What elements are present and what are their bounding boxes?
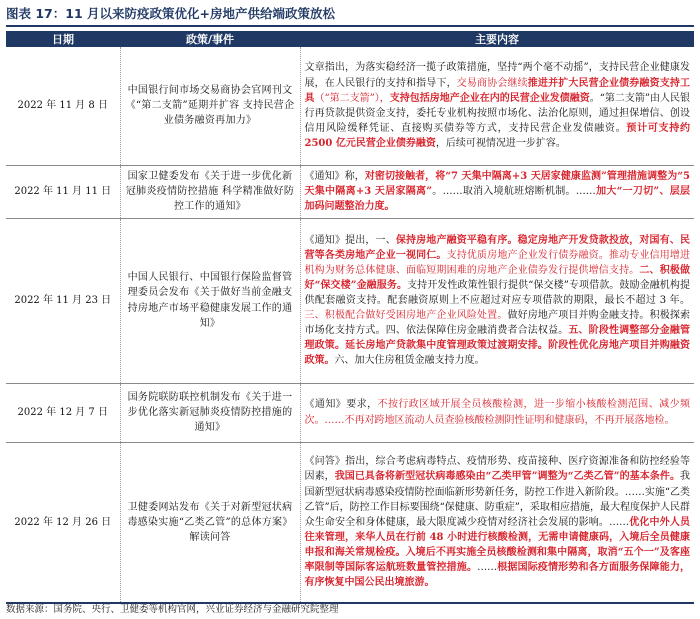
content-text: 六、加大住房租赁金融支持力度。 [334,355,485,367]
highlighted-text: 我国已具备将新型冠状病毒感染由“乙类甲管”调整为“乙类乙管”的基本条件。 [334,471,681,483]
highlighted-text: 支持优质房地产企业发行债券融资。推动专业信用增进机构为财务总体健康、面临短期困难的房地产企业债券发行提供增信支持。 [304,249,691,276]
highlighted-text: 五、阶段性调整部分金融管理政策。延长房地产贷款集中度管理政策过渡期安排。阶段性优化房地产项目并购融资政策。 [304,325,691,367]
column-header-policy: 政策/事件 [120,31,300,47]
highlighted-text: （“第二支箭”）， [314,92,390,104]
content-text: 支持开发性政策性银行提供“保交楼”专项借款。鼓励金融机构提供配套融资支持。配套融资原则上不应超过对应专项借款的期限，最长不超过 3 年。 [304,279,690,306]
table-header-row [6,31,694,47]
highlighted-text: 三、积极配合做好受困房地产企业风险处置。 [304,310,508,322]
highlighted-text: 交易商协会继续 [456,77,528,89]
highlighted-text: 预计可支持约 2500 亿元民营企业债券融资 [304,122,691,149]
source-note: 数据来源：国务院、央行、卫健委等机构官网，兴业证券经济与金融研究院整理 [6,604,339,615]
row-date: 2022 年 11 月 8 日 [6,47,120,165]
row-content [300,383,694,442]
content-text: 。“第二支箭”由人民银行再贷款提供资金支持，委托专业机构按照市场化、法治化原则，通过担保增信、创设信用风险缓释凭证、直接购买债券等方式，支持民营企业发债融资。 [304,92,690,134]
highlighted-text: 推进并扩大民营企业债券融资支持工具 [304,77,691,104]
content-text: ，后续可视情况进一步扩容。 [435,137,566,149]
row-date: 2022 年 11 月 23 日 [6,218,120,383]
column-header-date: 日期 [6,31,120,47]
row-content [300,47,694,165]
column-header-content: 主要内容 [300,31,694,47]
highlighted-text: 保持房地产融资平稳有序。稳定房地产开发贷款投放，对国有、民营等各类房地产企业一视同仁。 [304,234,691,261]
content-text: …… [477,561,498,573]
content-text: 《通知》要求， [304,399,378,411]
table-row [6,47,694,165]
row-date: 2022 年 12 月 26 日 [6,442,120,603]
row-policy: 国家卫健委发布《关于进一步优化新冠肺炎疫情防控措施 科学精准做好防控工作的通知》 [120,165,300,218]
highlighted-text: 支持包括房地产企业在内的民营企业发债融资 [389,92,590,104]
content-text: 。……取消入境航班熔断机制。…… [432,185,596,197]
highlighted-text: 入境后不再实施全员核酸检测和集中隔离，取消“五个一”及客座率限制等国际客运航班数量管控措施。 [304,546,691,573]
content-text: 《问答》指出，综合考虑病毒特点、疫情形势、疫苗接种、医疗资源准备和防控经验等因素， [304,456,690,483]
table-row [6,383,694,442]
policy-table [6,31,694,604]
title-rule [6,25,694,27]
row-date: 2022 年 11 月 11 日 [6,165,120,218]
row-policy: 国务院联防联控机制发布《关于进一步优化落实新冠肺炎疫情防控措施的通知》 [120,383,300,442]
table-row [6,442,694,603]
figure-title: 图表 17：11 月以来防疫政策优化+房地产供给端政策放松 [6,6,335,21]
row-content [300,165,694,218]
row-policy: 卫健委网站发布《关于对新型冠状病毒感染实施“乙类乙管”的总体方案》解读问答 [120,442,300,603]
table-row [6,218,694,383]
highlighted-text: 二、积极做好“保交楼”金融服务。 [304,264,691,291]
row-date: 2022 年 12 月 7 日 [6,383,120,442]
content-text: 做好房地产项目并购金融支持。积极探索市场化支持方式。四、依法保障住房金融消费者合法权益。 [304,310,691,337]
content-text: 我国新型冠状病毒感染疫情防控面临新形势新任务，防控工作进入新阶段。……实施“乙类乙管”后，防控工作目标要围绕“保健康、防重症”，采取相应措施，最大程度保护人民群众生命安全和身体健康，最大限度减少疫情对经济社会发展的影响。…… [304,471,691,528]
row-policy: 中国银行间市场交易商协会官网刊文《“第二支箭”延期并扩容 支持民营企业债务融资再加力》 [120,47,300,165]
row-content [300,442,694,603]
highlighted-text: 不按行政区域开展全员核酸检测，进一步缩小核酸检测范围、减少频次。……不再对跨地区流动人员查验核酸检测阴性证明和健康码，不再开展落地检。 [304,399,691,426]
highlighted-text: 根据国际疫情形势和各方面服务保障能力，有序恢复中国公民出境旅游。 [304,561,691,589]
highlighted-text: 加大“一刀切”、层层加码问题整治力度。 [304,185,690,213]
content-text: 《通知》提出，一、 [304,234,396,246]
row-policy: 中国人民银行、中国银行保险监督管理委员会发布《关于做好当前金融支持房地产市场平稳健康发展工作的通知》 [120,218,300,383]
content-text: 《通知》称， [304,170,365,182]
highlighted-text: 优化中外人员往来管理，来华人员在行前 48 小时进行核酸检测，无需申请健康码，入境后全员健康申报和海关常规检疫。 [304,516,691,558]
table-row [6,165,694,218]
content-text: 文章指出，为落实稳经济一揽子政策措施，坚持“两个毫不动摇”，支持民营企业健康发展，在人民银行的支持和指导下， [304,62,690,89]
highlighted-text: 对密切接触者，将“7 天集中隔离+3 天居家健康监测”管理措施调整为“5 天集中隔离+3 天居家隔离” [304,170,690,197]
row-content [300,218,694,383]
